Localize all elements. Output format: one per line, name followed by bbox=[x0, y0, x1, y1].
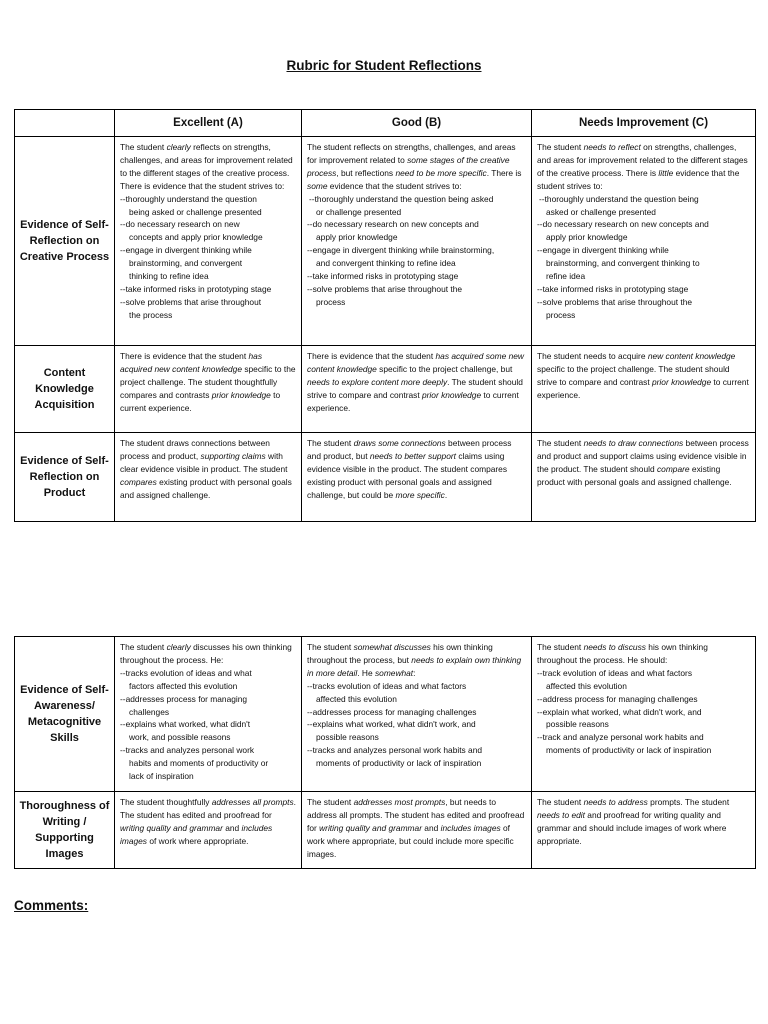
table-row bbox=[15, 637, 756, 792]
cell-excellent: The student thoughtfully addresses all prompts. The student has edited and proofread for writing quality and grammar and includes images of work where appropriate. bbox=[115, 792, 302, 869]
cell-good: The student somewhat discusses his own thinking throughout the process, but needs to explain own thinking in more detail. He somewhat: --tracks evolution of ideas and what factors affected this evolution --addresses process for managing challenges --explains what worked, what didn't work, and possible reasons --tracks and analyzes personal work habits and moments of productivity or lack of inspiration bbox=[302, 637, 532, 792]
cell-needs-improvement: The student needs to address prompts. The student needs to edit and proofread for writing quality and grammar and should include images of work where appropriate. bbox=[532, 792, 756, 869]
header-needs-improvement: Needs Improvement (C) bbox=[532, 110, 756, 137]
header-blank bbox=[15, 110, 115, 137]
table-row bbox=[15, 346, 756, 433]
criterion-label: Evidence of Self-Awareness/ Metacognitive Skills bbox=[15, 637, 115, 792]
header-good: Good (B) bbox=[302, 110, 532, 137]
table-row bbox=[15, 433, 756, 522]
cell-needs-improvement: The student needs to reflect on strengths, challenges, and areas for improvement related to the different stages of the creative process. There is little evidence that the student strives to: --thoroughly understand the question being asked or challenge presented --do necessary research on new concepts and apply prior knowledge --engage in divergent thinking while brainstorming, and convergent thinking to refine idea --take informed risks in prototyping stage --solve problems that arise throughout the process bbox=[532, 137, 756, 346]
cell-excellent: The student draws connections between process and product, supporting claims with clear evidence visible in product. The student compares existing product with personal goals and assigned challenge. bbox=[115, 433, 302, 522]
rubric-table-top bbox=[14, 109, 756, 522]
cell-good: The student addresses most prompts, but needs to address all prompts. The student has edited and proofread for writing quality and grammar and includes images of work where appropriate, but could include more specific images. bbox=[302, 792, 532, 869]
cell-needs-improvement: The student needs to acquire new content knowledge specific to the project challenge. The student should strive to compare and contrast prior knowledge to current experience. bbox=[532, 346, 756, 433]
criterion-label: Content Knowledge Acquisition bbox=[15, 346, 115, 433]
criterion-label: Evidence of Self-Reflection on Product bbox=[15, 433, 115, 522]
header-row bbox=[15, 110, 756, 137]
table-row bbox=[15, 792, 756, 869]
cell-good: There is evidence that the student has acquired some new content knowledge specific to the project challenge, but needs to explore content more deeply. The student should strive to compare and contrast prior knowledge to current experience. bbox=[302, 346, 532, 433]
document-title: Rubric for Student Reflections bbox=[286, 58, 482, 73]
cell-excellent: The student clearly discusses his own thinking throughout the process. He: --tracks evolution of ideas and what factors affected this evolution --addresses process for managing challenges --explains what worked, what didn't work, and possible reasons --tracks and analyzes personal work habits and moments of productivity or lack of inspiration bbox=[115, 637, 302, 792]
cell-needs-improvement: The student needs to draw connections between process and product and support claims using evidence visible in the product. The student should compare existing product with personal goals and assigned challenge. bbox=[532, 433, 756, 522]
header-excellent: Excellent (A) bbox=[115, 110, 302, 137]
comments-label: Comments: bbox=[14, 898, 89, 913]
cell-needs-improvement: The student needs to discuss his own thinking throughout the process. He should: --track evolution of ideas and what factors affected this evolution --address process for managing challenges --explain what worked, what didn't work, and possible reasons --track and analyze personal work habits and moments of productivity or lack of inspiration bbox=[532, 637, 756, 792]
criterion-label: Evidence of Self-Reflection on Creative Process bbox=[15, 137, 115, 346]
cell-good: The student draws some connections between process and product, but needs to better support claims using evidence visible in the product. The student compares existing product with personal goals and assigned challenge, but could be more specific. bbox=[302, 433, 532, 522]
criterion-label: Thoroughness of Writing / Supporting Images bbox=[15, 792, 115, 869]
cell-excellent: There is evidence that the student has acquired new content knowledge specific to the project challenge. The student thoughtfully compares and contrasts prior knowledge to current experience. bbox=[115, 346, 302, 433]
cell-excellent: The student clearly reflects on strengths, challenges, and areas for improvement related to the different stages of the creative process. There is evidence that the student strives to: --thoroughly understand the question being asked or challenge presented --do necessary research on new concepts and apply prior knowledge --engage in divergent thinking while brainstorming, and convergent thinking to refine idea --take informed risks in prototyping stage --solve problems that arise throughout the process bbox=[115, 137, 302, 346]
cell-good: The student reflects on strengths, challenges, and areas for improvement related to some stages of the creative process, but reflections need to be more specific. There is some evidence that the student strives to: --thoroughly understand the question being asked or challenge presented --do necessary research on new concepts and apply prior knowledge --engage in divergent thinking while brainstorming, and convergent thinking to refine idea --take informed risks in prototyping stage --solve problems that arise throughout the process bbox=[302, 137, 532, 346]
table-row bbox=[15, 137, 756, 346]
rubric-table-bottom bbox=[14, 636, 756, 869]
